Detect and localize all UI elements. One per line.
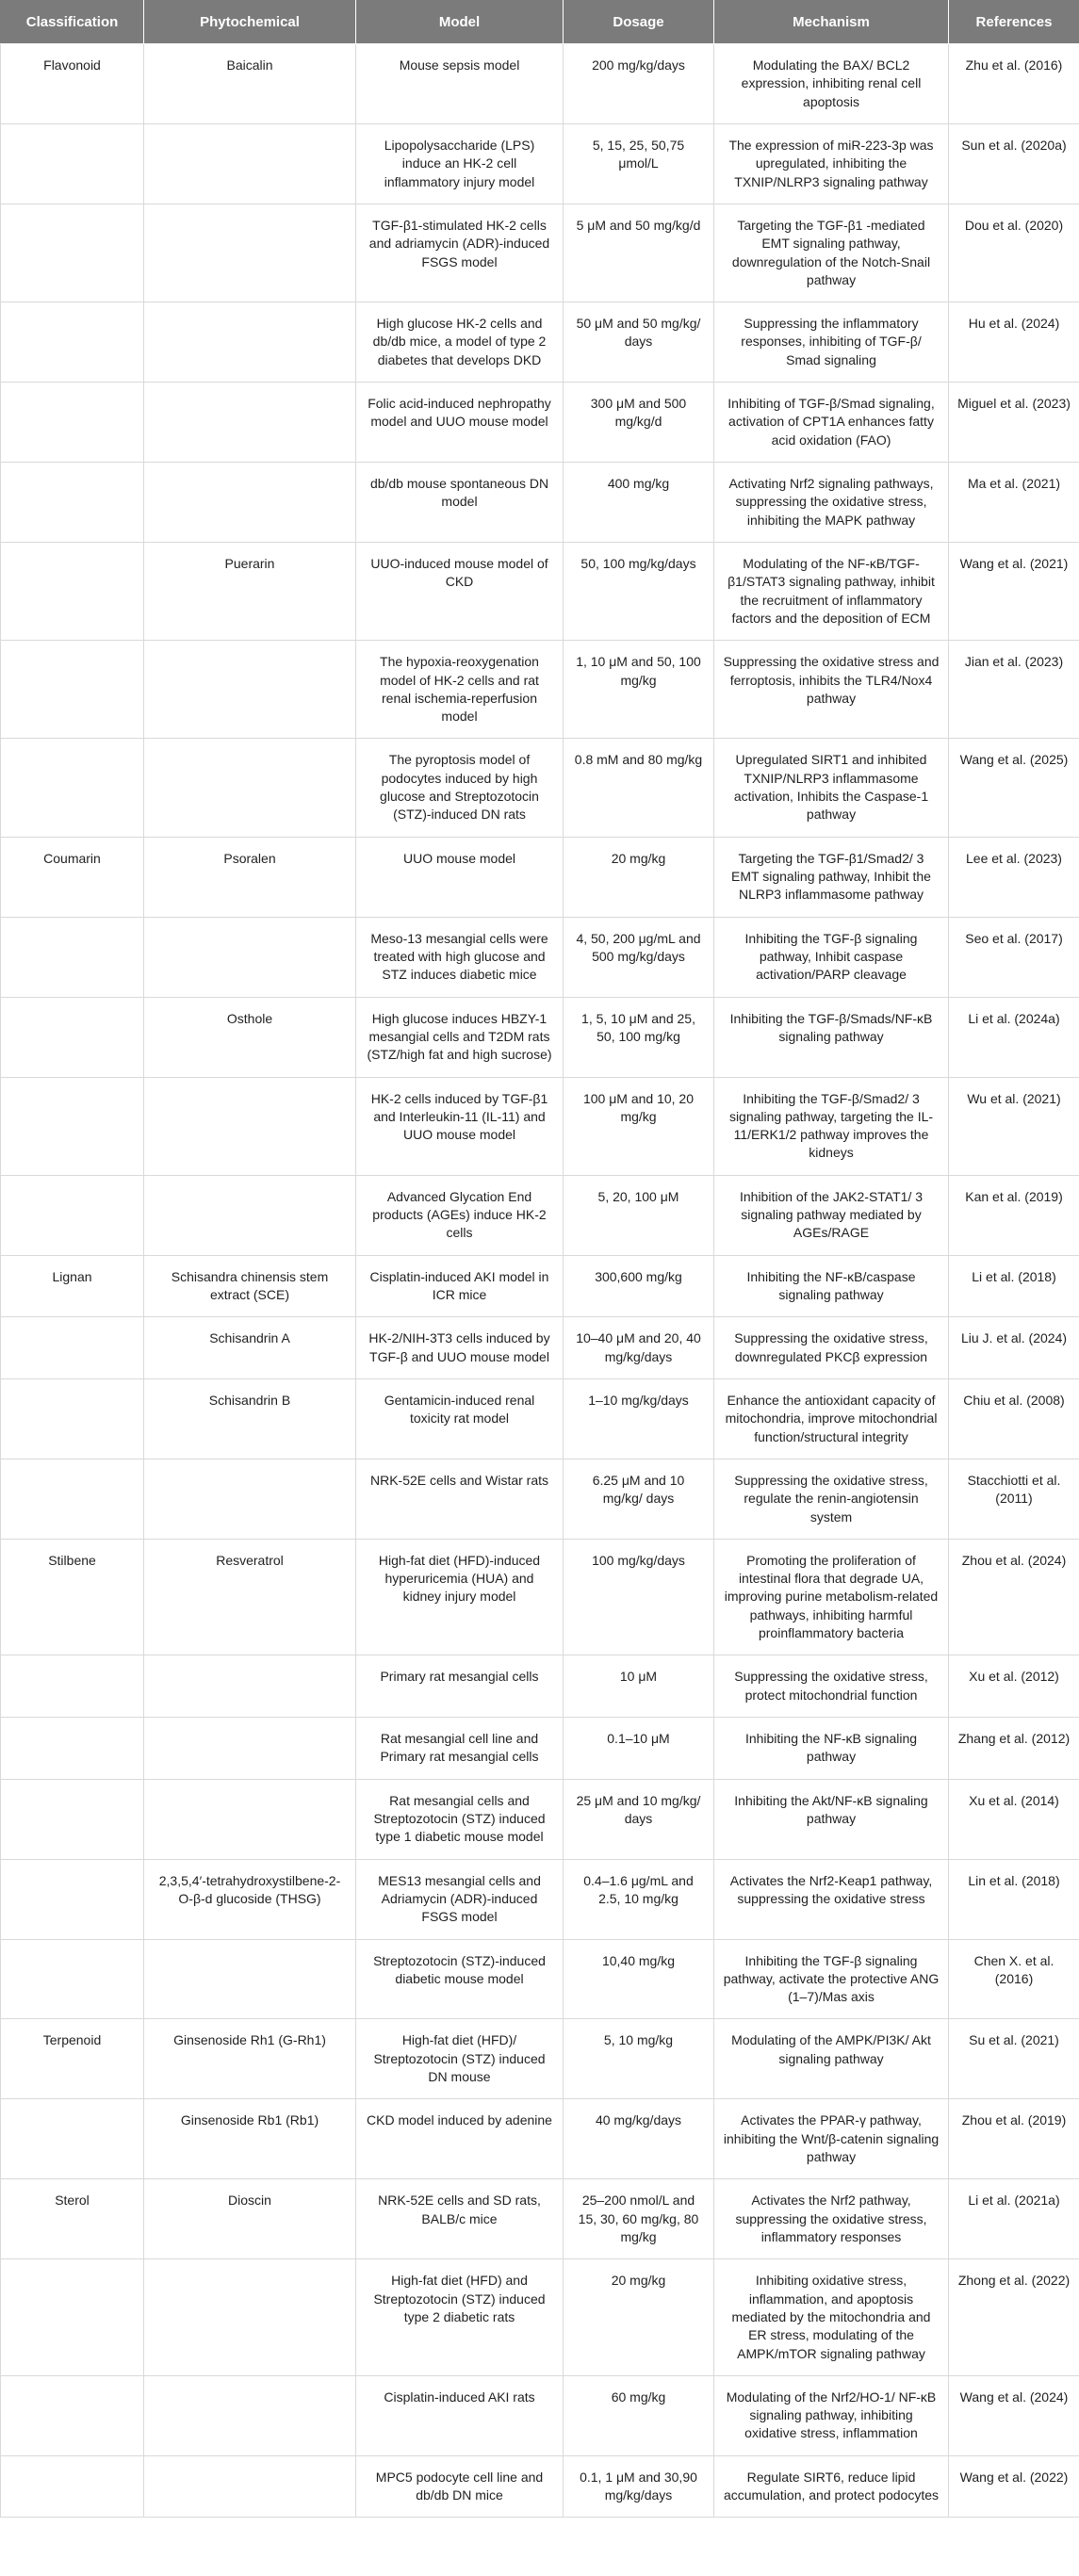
column-header-references: References	[949, 1, 1079, 44]
cell-references: Wang et al. (2024)	[949, 2375, 1079, 2455]
cell-dosage: 0.8 mM and 80 mg/kg	[564, 739, 714, 837]
cell-classification	[1, 1077, 144, 1175]
cell-classification	[1, 917, 144, 997]
cell-classification	[1, 1378, 144, 1459]
cell-references: Kan et al. (2019)	[949, 1175, 1079, 1255]
cell-phytochemical: Osthole	[144, 997, 356, 1077]
cell-references: Stacchiotti et al. (2011)	[949, 1459, 1079, 1539]
table-head	[1, 1, 1079, 44]
cell-references: Chiu et al. (2008)	[949, 1378, 1079, 1459]
table-row	[1, 1077, 1079, 1175]
cell-model: High-fat diet (HFD)/ Streptozotocin (STZ) induced DN mouse	[356, 2019, 564, 2099]
cell-dosage: 0.4–1.6 μg/mL and 2.5, 10 mg/kg	[564, 1859, 714, 1939]
cell-mechanism: Targeting the TGF-β1/Smad2/ 3 EMT signaling pathway, Inhibit the NLRP3 inflammasome pathway	[714, 837, 949, 917]
cell-model: Lipopolysaccharide (LPS) induce an HK-2 cell inflammatory injury model	[356, 123, 564, 204]
cell-references: Zhou et al. (2019)	[949, 2099, 1079, 2179]
cell-references: Jian et al. (2023)	[949, 641, 1079, 739]
table-row	[1, 1255, 1079, 1317]
table-row	[1, 2099, 1079, 2179]
table-row	[1, 463, 1079, 543]
cell-model: Folic acid-induced nephropathy model and UUO mouse model	[356, 383, 564, 463]
cell-phytochemical: Baicalin	[144, 44, 356, 124]
cell-references: Dou et al. (2020)	[949, 204, 1079, 302]
cell-mechanism: Activates the PPAR-γ pathway, inhibiting the Wnt/β-catenin signaling pathway	[714, 2099, 949, 2179]
cell-dosage: 5 μM and 50 mg/kg/d	[564, 204, 714, 302]
cell-model: High-fat diet (HFD)-induced hyperuricemia (HUA) and kidney injury model	[356, 1539, 564, 1655]
cell-phytochemical: 2,3,5,4′-tetrahydroxystilbene-2-O-β-d glucoside (THSG)	[144, 1859, 356, 1939]
cell-model: NRK-52E cells and Wistar rats	[356, 1459, 564, 1539]
cell-phytochemical: Schisandrin A	[144, 1317, 356, 1379]
cell-mechanism: Targeting the TGF-β1 -mediated EMT signaling pathway, downregulation of the Notch-Snail pathway	[714, 204, 949, 302]
cell-mechanism: The expression of miR-223-3p was upregulated, inhibiting the TXNIP/NLRP3 signaling pathway	[714, 123, 949, 204]
cell-model: High glucose HK-2 cells and db/db mice, a model of type 2 diabetes that develops DKD	[356, 302, 564, 383]
cell-phytochemical	[144, 204, 356, 302]
cell-mechanism: Inhibition of the JAK2-STAT1/ 3 signaling pathway mediated by AGEs/RAGE	[714, 1175, 949, 1255]
cell-model: The pyroptosis model of podocytes induced by high glucose and Streptozotocin (STZ)-induced DN rats	[356, 739, 564, 837]
cell-references: Su et al. (2021)	[949, 2019, 1079, 2099]
cell-model: Streptozotocin (STZ)-induced diabetic mouse model	[356, 1939, 564, 2019]
table-row	[1, 1539, 1079, 1655]
cell-references: Xu et al. (2014)	[949, 1779, 1079, 1859]
cell-classification	[1, 641, 144, 739]
table-row	[1, 1655, 1079, 1718]
cell-dosage: 25–200 nmol/L and 15, 30, 60 mg/kg, 80 mg/kg	[564, 2179, 714, 2259]
table-row	[1, 2179, 1079, 2259]
cell-model: Cisplatin-induced AKI model in ICR mice	[356, 1255, 564, 1317]
table-row	[1, 542, 1079, 640]
cell-dosage: 5, 20, 100 μM	[564, 1175, 714, 1255]
cell-model: Gentamicin-induced renal toxicity rat model	[356, 1378, 564, 1459]
cell-classification: Stilbene	[1, 1539, 144, 1655]
cell-phytochemical	[144, 302, 356, 383]
cell-mechanism: Activating Nrf2 signaling pathways, suppressing the oxidative stress, inhibiting the MAPK pathway	[714, 463, 949, 543]
column-header-classification: Classification	[1, 1, 144, 44]
cell-model: Advanced Glycation End products (AGEs) induce HK-2 cells	[356, 1175, 564, 1255]
table-row	[1, 997, 1079, 1077]
cell-references: Wu et al. (2021)	[949, 1077, 1079, 1175]
cell-classification: Terpenoid	[1, 2019, 144, 2099]
cell-references: Hu et al. (2024)	[949, 302, 1079, 383]
cell-mechanism: Inhibiting the TGF-β/Smad2/ 3 signaling pathway, targeting the IL-11/ERK1/2 pathway improves the kidneys	[714, 1077, 949, 1175]
cell-dosage: 200 mg/kg/days	[564, 44, 714, 124]
cell-mechanism: Inhibiting of TGF-β/Smad signaling, activation of CPT1A enhances fatty acid oxidation (FAO)	[714, 383, 949, 463]
cell-classification	[1, 204, 144, 302]
cell-dosage: 0.1, 1 μM and 30,90 mg/kg/days	[564, 2455, 714, 2518]
table-row	[1, 837, 1079, 917]
cell-references: Li et al. (2024a)	[949, 997, 1079, 1077]
cell-dosage: 20 mg/kg	[564, 2259, 714, 2376]
table-row	[1, 1939, 1079, 2019]
cell-mechanism: Modulating of the Nrf2/HO-1/ NF-κB signaling pathway, inhibiting oxidative stress, inflammation	[714, 2375, 949, 2455]
cell-references: Zhu et al. (2016)	[949, 44, 1079, 124]
cell-dosage: 300,600 mg/kg	[564, 1255, 714, 1317]
cell-phytochemical	[144, 1655, 356, 1718]
cell-classification	[1, 2455, 144, 2518]
cell-classification	[1, 542, 144, 640]
cell-classification	[1, 1779, 144, 1859]
cell-dosage: 0.1–10 μM	[564, 1718, 714, 1780]
cell-references: Lin et al. (2018)	[949, 1859, 1079, 1939]
table-body	[1, 44, 1079, 2518]
cell-references: Zhou et al. (2024)	[949, 1539, 1079, 1655]
cell-mechanism: Promoting the proliferation of intestinal flora that degrade UA, improving purine metabolism-related pathways, inhibiting harmful proinflammatory bacteria	[714, 1539, 949, 1655]
cell-phytochemical: Psoralen	[144, 837, 356, 917]
cell-references: Wang et al. (2022)	[949, 2455, 1079, 2518]
cell-classification	[1, 1317, 144, 1379]
table-row	[1, 123, 1079, 204]
cell-references: Sun et al. (2020a)	[949, 123, 1079, 204]
cell-references: Zhang et al. (2012)	[949, 1718, 1079, 1780]
cell-mechanism: Modulating the BAX/ BCL2 expression, inhibiting renal cell apoptosis	[714, 44, 949, 124]
cell-references: Seo et al. (2017)	[949, 917, 1079, 997]
cell-dosage: 1–10 mg/kg/days	[564, 1378, 714, 1459]
table-row	[1, 204, 1079, 302]
cell-dosage: 5, 10 mg/kg	[564, 2019, 714, 2099]
cell-mechanism: Inhibiting oxidative stress, inflammation, and apoptosis mediated by the mitochondria and ER stress, modulating of the AMPK/mTOR signaling pathway	[714, 2259, 949, 2376]
cell-classification: Sterol	[1, 2179, 144, 2259]
cell-mechanism: Activates the Nrf2-Keap1 pathway, suppressing the oxidative stress	[714, 1859, 949, 1939]
cell-model: MES13 mesangial cells and Adriamycin (ADR)-induced FSGS model	[356, 1859, 564, 1939]
cell-phytochemical: Schisandra chinensis stem extract (SCE)	[144, 1255, 356, 1317]
cell-classification	[1, 1459, 144, 1539]
cell-model: HK-2 cells induced by TGF-β1 and Interleukin-11 (IL-11) and UUO mouse model	[356, 1077, 564, 1175]
cell-dosage: 60 mg/kg	[564, 2375, 714, 2455]
cell-phytochemical	[144, 2259, 356, 2376]
cell-dosage: 10–40 μM and 20, 40 mg/kg/days	[564, 1317, 714, 1379]
cell-classification	[1, 463, 144, 543]
cell-phytochemical: Ginsenoside Rb1 (Rb1)	[144, 2099, 356, 2179]
table-row	[1, 2375, 1079, 2455]
cell-classification	[1, 1175, 144, 1255]
column-header-mechanism: Mechanism	[714, 1, 949, 44]
cell-references: Wang et al. (2021)	[949, 542, 1079, 640]
table-row	[1, 1459, 1079, 1539]
cell-mechanism: Suppressing the inflammatory responses, inhibiting of TGF-β/ Smad signaling	[714, 302, 949, 383]
cell-classification: Lignan	[1, 1255, 144, 1317]
cell-dosage: 100 μM and 10, 20 mg/kg	[564, 1077, 714, 1175]
cell-dosage: 50, 100 mg/kg/days	[564, 542, 714, 640]
table-row	[1, 1859, 1079, 1939]
cell-references: Lee et al. (2023)	[949, 837, 1079, 917]
cell-phytochemical	[144, 383, 356, 463]
cell-classification	[1, 302, 144, 383]
cell-references: Li et al. (2018)	[949, 1255, 1079, 1317]
column-header-model: Model	[356, 1, 564, 44]
cell-classification	[1, 2375, 144, 2455]
cell-mechanism: Regulate SIRT6, reduce lipid accumulation, and protect podocytes	[714, 2455, 949, 2518]
cell-references: Xu et al. (2012)	[949, 1655, 1079, 1718]
cell-references: Liu J. et al. (2024)	[949, 1317, 1079, 1379]
cell-phytochemical	[144, 2455, 356, 2518]
table-row	[1, 1718, 1079, 1780]
cell-dosage: 5, 15, 25, 50,75 μmol/L	[564, 123, 714, 204]
table-row	[1, 2259, 1079, 2376]
header-row	[1, 1, 1079, 44]
table-row	[1, 1317, 1079, 1379]
table-row	[1, 44, 1079, 124]
cell-classification	[1, 383, 144, 463]
cell-mechanism: Enhance the antioxidant capacity of mitochondria, improve mitochondrial function/structural integrity	[714, 1378, 949, 1459]
cell-phytochemical: Dioscin	[144, 2179, 356, 2259]
cell-mechanism: Suppressing the oxidative stress, downregulated PKCβ expression	[714, 1317, 949, 1379]
cell-mechanism: Inhibiting the NF-κB/caspase signaling pathway	[714, 1255, 949, 1317]
cell-phytochemical	[144, 1175, 356, 1255]
cell-mechanism: Suppressing the oxidative stress and ferroptosis, inhibits the TLR4/Nox4 pathway	[714, 641, 949, 739]
cell-classification	[1, 1939, 144, 2019]
cell-classification	[1, 123, 144, 204]
cell-model: TGF-β1-stimulated HK-2 cells and adriamycin (ADR)-induced FSGS model	[356, 204, 564, 302]
cell-mechanism: Modulating of the NF-κB/TGF-β1/STAT3 signaling pathway, inhibit the recruitment of inflammatory factors and the deposition of ECM	[714, 542, 949, 640]
cell-model: Meso-13 mesangial cells were treated with high glucose and STZ induces diabetic mice	[356, 917, 564, 997]
cell-model: MPC5 podocyte cell line and db/db DN mice	[356, 2455, 564, 2518]
cell-classification	[1, 2099, 144, 2179]
cell-phytochemical	[144, 917, 356, 997]
table-row	[1, 302, 1079, 383]
cell-mechanism: Inhibiting the TGF-β signaling pathway, Inhibit caspase activation/PARP cleavage	[714, 917, 949, 997]
cell-dosage: 100 mg/kg/days	[564, 1539, 714, 1655]
column-header-phytochemical: Phytochemical	[144, 1, 356, 44]
cell-dosage: 20 mg/kg	[564, 837, 714, 917]
cell-phytochemical	[144, 1779, 356, 1859]
cell-classification	[1, 739, 144, 837]
cell-classification	[1, 1859, 144, 1939]
cell-dosage: 4, 50, 200 μg/mL and 500 mg/kg/days	[564, 917, 714, 997]
table-row	[1, 1175, 1079, 1255]
cell-dosage: 6.25 μM and 10 mg/kg/ days	[564, 1459, 714, 1539]
cell-classification	[1, 2259, 144, 2376]
cell-classification	[1, 997, 144, 1077]
cell-dosage: 1, 10 μM and 50, 100 mg/kg	[564, 641, 714, 739]
cell-model: UUO mouse model	[356, 837, 564, 917]
cell-mechanism: Upregulated SIRT1 and inhibited TXNIP/NLRP3 inflammasome activation, Inhibits the Caspase-1 pathway	[714, 739, 949, 837]
table-row	[1, 1779, 1079, 1859]
cell-references: Chen X. et al. (2016)	[949, 1939, 1079, 2019]
cell-mechanism: Modulating of the AMPK/PI3K/ Akt signaling pathway	[714, 2019, 949, 2099]
cell-mechanism: Inhibiting the Akt/NF-κB signaling pathway	[714, 1779, 949, 1859]
cell-mechanism: Suppressing the oxidative stress, protect mitochondrial function	[714, 1655, 949, 1718]
cell-classification	[1, 1655, 144, 1718]
table-row	[1, 2455, 1079, 2518]
cell-model: Rat mesangial cell line and Primary rat mesangial cells	[356, 1718, 564, 1780]
cell-phytochemical: Puerarin	[144, 542, 356, 640]
cell-mechanism: Inhibiting the NF-κB signaling pathway	[714, 1718, 949, 1780]
cell-phytochemical: Ginsenoside Rh1 (G-Rh1)	[144, 2019, 356, 2099]
cell-model: HK-2/NIH-3T3 cells induced by TGF-β and UUO mouse model	[356, 1317, 564, 1379]
cell-classification	[1, 1718, 144, 1780]
cell-dosage: 400 mg/kg	[564, 463, 714, 543]
cell-phytochemical: Schisandrin B	[144, 1378, 356, 1459]
cell-model: Primary rat mesangial cells	[356, 1655, 564, 1718]
cell-references: Zhong et al. (2022)	[949, 2259, 1079, 2376]
cell-references: Li et al. (2021a)	[949, 2179, 1079, 2259]
cell-model: UUO-induced mouse model of CKD	[356, 542, 564, 640]
cell-phytochemical	[144, 1459, 356, 1539]
cell-references: Wang et al. (2025)	[949, 739, 1079, 837]
cell-model: High glucose induces HBZY-1 mesangial cells and T2DM rats (STZ/high fat and high sucrose)	[356, 997, 564, 1077]
cell-model: Mouse sepsis model	[356, 44, 564, 124]
cell-classification: Coumarin	[1, 837, 144, 917]
cell-phytochemical	[144, 123, 356, 204]
cell-phytochemical	[144, 1939, 356, 2019]
table-row	[1, 917, 1079, 997]
cell-phytochemical: Resveratrol	[144, 1539, 356, 1655]
cell-model: Cisplatin-induced AKI rats	[356, 2375, 564, 2455]
cell-dosage: 40 mg/kg/days	[564, 2099, 714, 2179]
cell-model: db/db mouse spontaneous DN model	[356, 463, 564, 543]
cell-phytochemical	[144, 739, 356, 837]
cell-mechanism: Inhibiting the TGF-β/Smads/NF-κB signaling pathway	[714, 997, 949, 1077]
cell-dosage: 25 μM and 10 mg/kg/ days	[564, 1779, 714, 1859]
table-row	[1, 1378, 1079, 1459]
table-row	[1, 383, 1079, 463]
cell-mechanism: Activates the Nrf2 pathway, suppressing the oxidative stress, inflammatory responses	[714, 2179, 949, 2259]
cell-phytochemical	[144, 2375, 356, 2455]
cell-dosage: 10 μM	[564, 1655, 714, 1718]
table-row	[1, 641, 1079, 739]
cell-model: CKD model induced by adenine	[356, 2099, 564, 2179]
cell-references: Ma et al. (2021)	[949, 463, 1079, 543]
cell-dosage: 300 μM and 500 mg/kg/d	[564, 383, 714, 463]
table-row	[1, 2019, 1079, 2099]
cell-dosage: 10,40 mg/kg	[564, 1939, 714, 2019]
cell-phytochemical	[144, 641, 356, 739]
cell-phytochemical	[144, 463, 356, 543]
cell-classification: Flavonoid	[1, 44, 144, 124]
cell-model: NRK-52E cells and SD rats, BALB/c mice	[356, 2179, 564, 2259]
cell-dosage: 1, 5, 10 μM and 25, 50, 100 mg/kg	[564, 997, 714, 1077]
cell-dosage: 50 μM and 50 mg/kg/ days	[564, 302, 714, 383]
column-header-dosage: Dosage	[564, 1, 714, 44]
table-row	[1, 739, 1079, 837]
cell-model: High-fat diet (HFD) and Streptozotocin (STZ) induced type 2 diabetic rats	[356, 2259, 564, 2376]
cell-model: The hypoxia-reoxygenation model of HK-2 cells and rat renal ischemia-reperfusion model	[356, 641, 564, 739]
cell-mechanism: Inhibiting the TGF-β signaling pathway, activate the protective ANG (1–7)/Mas axis	[714, 1939, 949, 2019]
cell-references: Miguel et al. (2023)	[949, 383, 1079, 463]
cell-phytochemical	[144, 1077, 356, 1175]
cell-model: Rat mesangial cells and Streptozotocin (STZ) induced type 1 diabetic mouse model	[356, 1779, 564, 1859]
cell-phytochemical	[144, 1718, 356, 1780]
cell-mechanism: Suppressing the oxidative stress, regulate the renin-angiotensin system	[714, 1459, 949, 1539]
